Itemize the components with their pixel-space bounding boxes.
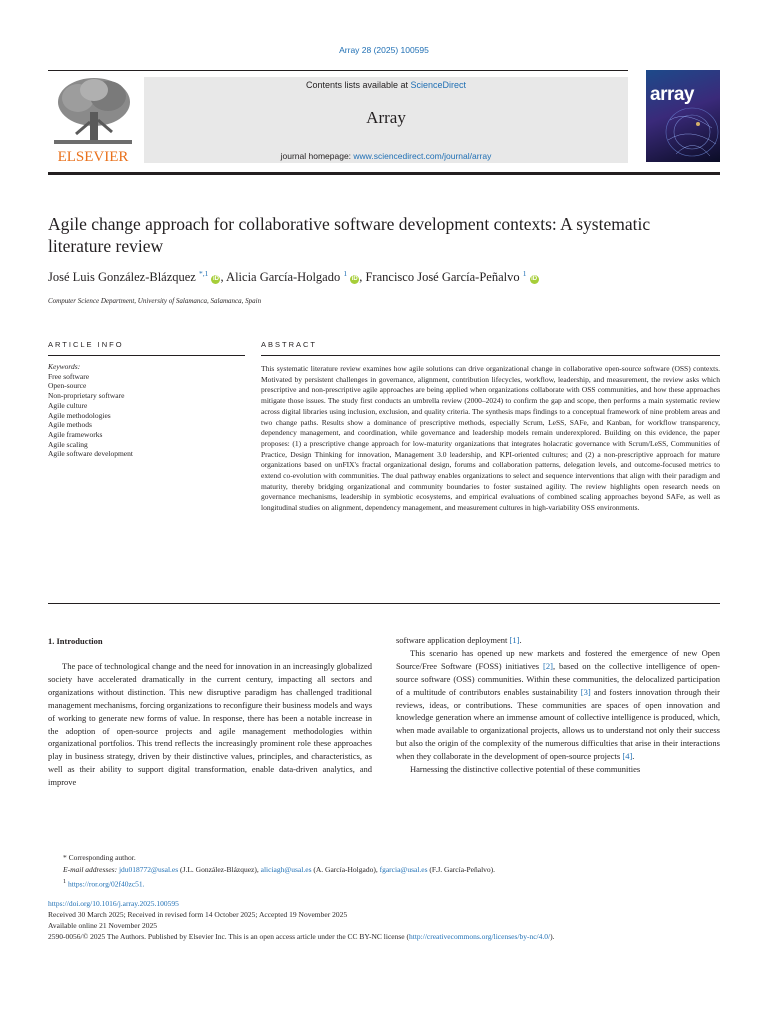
author-list: José Luis González-Blázquez $^{*,1}$ iD , Alicia García-Holgado $^1$ iD , Francisco José García-Peñalvo $^1$ iD xyxy=(48,269,538,285)
email-label: E-mail addresses: xyxy=(63,865,119,874)
introduction-heading: 1. Introduction xyxy=(48,636,103,646)
author-marks[interactable]: *,1 xyxy=(198,269,209,278)
license-suffix: ). xyxy=(550,932,555,941)
license-link[interactable]: http://creativecommons.org/licenses/by-nc/4.0/ xyxy=(408,932,551,941)
journal-citation[interactable]: Array 28 (2025) 100595 xyxy=(339,45,429,55)
keywords-block xyxy=(48,362,248,459)
abstract-heading: ABSTRACT xyxy=(261,340,318,349)
article-info-heading: ARTICLE INFO xyxy=(48,340,124,349)
orcid-icon[interactable]: iD xyxy=(212,276,219,283)
paragraph-text: software application deployment xyxy=(396,635,508,645)
author-affiliation: Computer Science Department, University of Salamanca, Salamanca, Spain xyxy=(48,297,262,305)
corresponding-label: Corresponding author. xyxy=(68,853,136,862)
email-owner: (F.J. García-Peñalvo). xyxy=(427,865,496,874)
keyword-item: Free software xyxy=(48,371,90,381)
abstract-bottom-rule xyxy=(48,603,720,604)
masthead-bottom-rule xyxy=(48,172,720,175)
paragraph-text: and fosters innovation through their reviews, ideas, or contributions. These communities are spaces of open innovation and knowledge generation where an immense amount of collective intelligence is produced, which, when made available to organizational projects, allows us to understand not only their success but also the origin of the complexity of the numerous difficulties that arise in their interactions when they collaborate in the development of open-source projects xyxy=(396,686,720,762)
corresponding-footnote xyxy=(48,852,720,864)
keyword-item: Agile culture xyxy=(48,400,88,410)
ror-link[interactable]: https://ror.org/02f40zc51. xyxy=(68,879,145,889)
publication-info xyxy=(48,898,720,942)
keywords-label: Keywords: xyxy=(48,362,81,371)
article-info-rule xyxy=(48,355,245,356)
sciencedirect-link[interactable]: ScienceDirect xyxy=(410,80,467,90)
orcid-icon[interactable]: iD xyxy=(531,276,538,283)
paragraph-text: , based on the collective intelligence of open-source software (OSS) communities. Within these communities, the delocalized participation of a multitude of contributors enables sustainability xyxy=(396,660,720,697)
author-name[interactable]: Francisco José García-Peñalvo xyxy=(365,270,520,285)
paragraph-text: This scenario has opened up new markets and fostered the emergence of new Open Source/Free Software (FOSS) initiatives xyxy=(396,647,720,671)
keyword-item: Agile software development xyxy=(48,449,133,459)
email-link[interactable]: jdu018772@usal.es xyxy=(118,865,179,874)
keyword-item: Agile methodologies xyxy=(48,410,111,420)
license-text: 2590-0056/© 2025 The Authors. Published by Elsevier Inc. This is an open access article under the CC BY-NC license ( xyxy=(48,932,409,941)
introduction-paragraph: This scenario has opened up new markets and fostered the emergence of new Open Source/Free Software (FOSS) initiatives [2], based on the collective intelligence of open-source software (OSS) communities. Within these communities, the delocalized participation of a multitude of contributors enables sustainability [3] and fosters innovation through their reviews, ideas, or contributions. These communities are spaces of open innovation and knowledge generation where an immense amount of collective intelligence is produced, which, when made available to organizational projects, allows us to understand not only their success but also the origin of the complexity of the numerous difficulties that arise in their interactions when they collaborate in the development of open-source projects [4]. xyxy=(396,647,720,762)
keyword-item: Non-proprietary software xyxy=(48,391,125,401)
masthead-top-rule xyxy=(48,70,628,71)
abstract-rule xyxy=(261,355,720,356)
email-link[interactable]: aliciagh@usal.es xyxy=(260,865,312,874)
introduction-paragraph: The pace of technological change and the need for innovation in an increasingly globalized society have accelerated dramatically in the current century, impacting all sectors and organizations without distinction. This new disruptive paradigm has challenged traditional management mechanisms, forcing organizations to reconfigure their business models and ways of working to generate new forms of value. In response, there has been a notable increase in the adoption of open-source projects and agile management methodologies within organizational portfolios. This trend reflects the increasingly prominent role these approaches play in business strategy, driven by their distinctive values, principles, and characteristics, as well as their ability to support digital transformation, enable data-driven analytics, and improve xyxy=(48,661,372,788)
introduction-right-column xyxy=(396,634,720,776)
available-online: Available online 21 November 2025 xyxy=(48,921,157,930)
cover-title: array xyxy=(650,84,694,105)
author-name[interactable]: Alicia García-Holgado xyxy=(226,270,341,285)
keyword-item: Agile methods xyxy=(48,420,92,430)
email-owner: (J.L. González-Blázquez), xyxy=(178,865,261,874)
keyword-item: Open-source xyxy=(48,381,87,391)
footnote-mark: 1 xyxy=(63,878,67,885)
journal-homepage xyxy=(144,151,628,161)
contents-availability xyxy=(144,80,628,90)
email-link[interactable]: fgarcia@usal.es xyxy=(379,865,428,874)
doi-link[interactable]: https://doi.org/10.1016/j.array.2025.100595 xyxy=(48,899,179,908)
author-name[interactable]: José Luis González-Blázquez xyxy=(48,270,196,285)
footnote-mark: * xyxy=(63,853,67,862)
author-marks[interactable]: 1 xyxy=(522,269,527,278)
elsevier-logo[interactable] xyxy=(48,72,138,164)
email-footnote xyxy=(48,864,720,876)
citation-ref-2[interactable]: [2] xyxy=(543,660,553,671)
email-owner: (A. García-Holgado), xyxy=(311,865,380,874)
abstract-text: This systematic literature review examines how agile solutions can drive organizational change in collaborative open-source software (OSS) contexts. Motivated by persistent challenges in governance, alignment, contribution lifecycles, workflow, leadership, and measurement, the review asks which prescriptive and non-prescriptive agile approaches are being applied when organizations collaborate with OSS communities, and how these approaches mitigate those issues. The study first conducts an umbrella review (2000–2024) to confirm the gap and scope, then performs a main systematic review across digital libraries using inclusion, exclusion, and quality criteria. The synthesis maps findings to a conceptual framework of nine problem areas and two change paths. Results show a dominance of prescriptive methods, especially Scrum, LeSS, SAFe, and Kanban, for workflow transparency, dependency management, and coordination, while governance and leadership models remain underexplored. Building on this evidence, the paper proposes: (1) a prescriptive change approach for low-maturity organizations that integrates holacratic governance with Scrum/LeSS, Communities of Practice, Design Thinking for innovation, Management 3.0 leadership, and KPI-oriented cultures; and (2) a non-prescriptive approach for mature organizations based on unFIX's fractal organizational design, forums and collaboration patterns, delegation levels, and outcome-focused metrics to extend co-evolution with communities. The dual pathway enables organizations to select and sequence interventions that align with their paradigm and maturity, thereby bridging organizational and community boundaries to foster sustained agility. The review highlights open research needs on governance mechanisms, leadership in symbiotic ecosystems, and empirical evaluations of combined scaling approaches beyond SAFe, as well as longitudinal studies on alignment, dependency management, and measurement cultures in high-variability OSS environments. xyxy=(261,364,720,513)
ror-footnote xyxy=(48,876,720,891)
license-statement xyxy=(48,931,720,942)
footnotes xyxy=(48,852,720,891)
citation-ref-3[interactable]: [3] xyxy=(580,686,591,697)
journal-name: Array xyxy=(366,108,406,127)
author-marks[interactable]: 1 xyxy=(343,269,348,278)
citation-ref-4[interactable]: [4] xyxy=(622,751,633,762)
contents-prefix: Contents lists available at xyxy=(305,80,411,90)
orcid-icon[interactable]: iD xyxy=(351,276,358,283)
homepage-link[interactable]: www.sciencedirect.com/journal/array xyxy=(353,151,492,161)
article-title: Agile change approach for collaborative software development contexts: A systematic literature review xyxy=(48,214,651,256)
received-dates: Received 30 March 2025; Received in revised form 14 October 2025; Accepted 19 November 2025 xyxy=(48,910,348,919)
citation-ref-1[interactable]: [1] xyxy=(509,635,520,645)
introduction-continuation: software application deployment [1]. xyxy=(396,635,522,645)
keyword-item: Agile frameworks xyxy=(48,429,103,439)
keyword-item: Agile scaling xyxy=(48,439,88,449)
homepage-prefix: journal homepage: xyxy=(280,151,354,161)
journal-masthead xyxy=(48,70,720,176)
introduction-paragraph: Harnessing the distinctive collective potential of these communities xyxy=(410,764,641,775)
elsevier-tree-icon xyxy=(48,72,138,164)
journal-cover-image[interactable] xyxy=(646,70,720,162)
publisher-name: ELSEVIER xyxy=(57,149,129,164)
journal-info-band xyxy=(144,77,628,163)
